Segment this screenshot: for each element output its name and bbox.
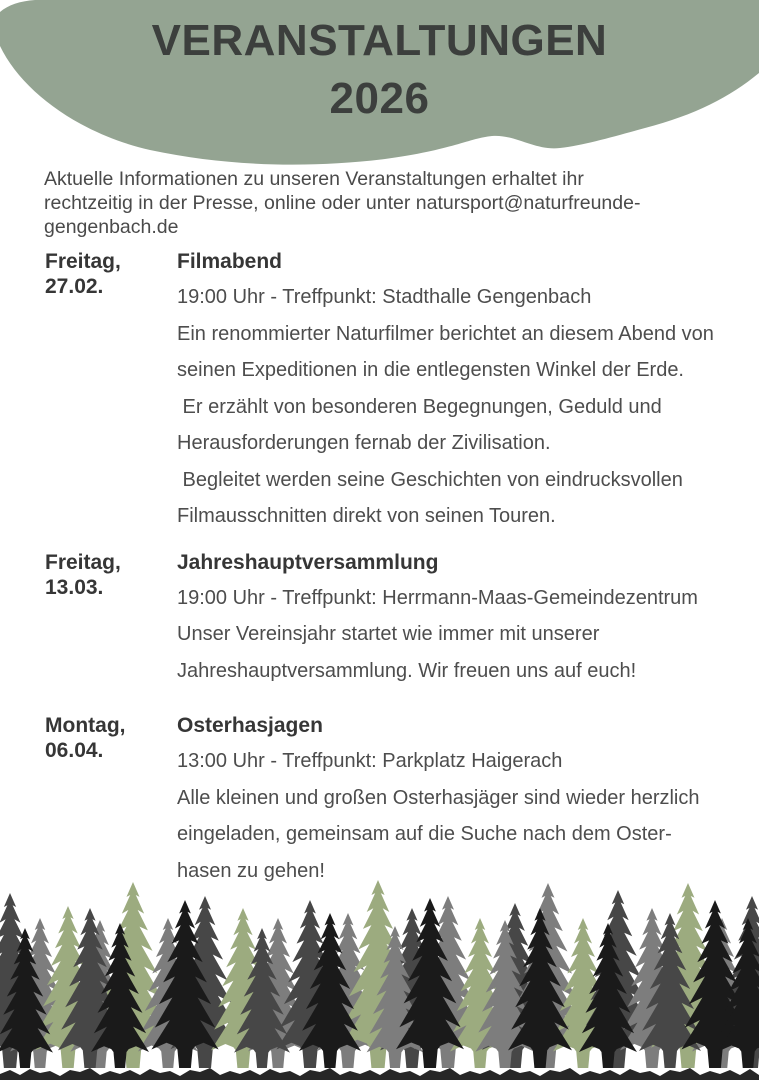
event-line: seinen Expeditionen in die entlegensten Winkel der Erde. (177, 359, 684, 381)
event-line: eingeladen, gemeinsam auf die Suche nach dem Oster- (177, 823, 672, 845)
event-block (45, 550, 759, 690)
intro-line: rechtzeitig in der Presse, online oder unter natursport@naturfreunde- (44, 192, 641, 214)
event-line: Ein renommierter Naturfilmer berichtet an diesem Abend von (177, 322, 714, 345)
event-line: Begleitet werden seine Geschichten von eindrucksvollen (177, 468, 683, 491)
event-line: Jahreshauptversammlung. Wir freuen uns auf euch! (177, 659, 637, 682)
event-line: 19:00 Uhr - Treffpunkt: Herrmann-Maas-Gemeindezentrum (177, 586, 698, 609)
event-date-column (45, 550, 177, 690)
event-line: Er erzählt von besonderen Begegnungen, Geduld und (177, 395, 662, 418)
event-line: Alle kleinen und großen Osterhasjäger sind wieder herzlich (177, 786, 700, 809)
event-block (45, 713, 759, 889)
event-content (177, 550, 759, 690)
event-line: 13:00 Uhr - Treffpunkt: Parkplatz Haigerach (177, 750, 563, 772)
event-content (177, 249, 759, 535)
event-line: Herausforderungen fernab der Zivilisation. (177, 432, 551, 454)
intro-line: gengenbach.de (44, 216, 179, 238)
event-day: Freitag, (45, 250, 121, 273)
event-date: 27.02. (45, 275, 104, 298)
page-title-line1: VERANSTALTUNGEN (151, 16, 608, 65)
bottom-edge-strip (0, 1068, 759, 1080)
event-line: hasen zu gehen! (177, 859, 325, 882)
event-date: 13.03. (45, 575, 104, 599)
event-description (177, 274, 759, 535)
event-date-column (45, 249, 177, 535)
event-content (177, 713, 759, 889)
event-line: 19:00 Uhr - Treffpunkt: Stadthalle Gengenbach (177, 286, 592, 308)
event-block (45, 249, 759, 535)
event-date: 06.04. (45, 739, 104, 762)
event-line: Filmausschnitten direkt von seinen Touren. (177, 505, 556, 527)
event-day: Freitag, (45, 550, 121, 574)
event-description (177, 738, 759, 889)
event-date-column (45, 713, 177, 889)
event-description (177, 575, 759, 690)
event-title: Filmabend (177, 250, 283, 273)
page-title-year: 2026 (329, 74, 430, 123)
intro-text (44, 167, 759, 239)
event-title: Osterhasjagen (177, 714, 323, 737)
intro-line: Aktuelle Informationen zu unseren Veranstaltungen erhaltet ihr (44, 168, 584, 190)
event-day: Montag, (45, 714, 126, 737)
events-list (45, 249, 759, 904)
event-title: Jahreshauptversammlung (177, 550, 439, 574)
event-line: Unser Vereinsjahr startet wie immer mit unserer (177, 623, 600, 645)
page-title (0, 12, 759, 128)
forest-illustration (0, 880, 759, 1080)
